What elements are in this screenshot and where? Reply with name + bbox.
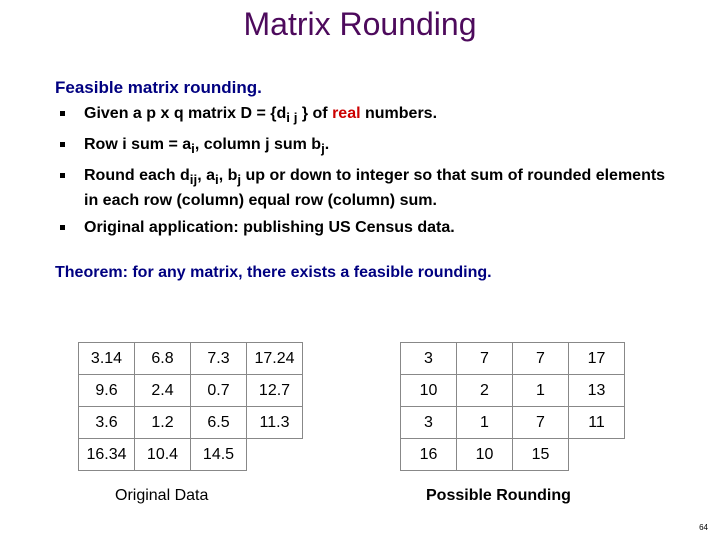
row-sum-cell: 17.24: [247, 343, 303, 375]
row-sum-cell: 17: [569, 343, 625, 375]
rounded-data-table: [400, 342, 625, 471]
column-sum-cell: 16: [401, 439, 457, 471]
column-sum-cell: 14.5: [191, 439, 247, 471]
original-data-table: [78, 342, 303, 471]
empty-cell: [247, 439, 303, 471]
original-data-caption: Original Data: [115, 487, 209, 504]
empty-cell: [569, 439, 625, 471]
page-number: 64: [699, 523, 708, 532]
row-sum-cell: 11: [569, 407, 625, 439]
row-sum-cell: 11.3: [247, 407, 303, 439]
bullet-item: Original application: publishing US Census data.: [60, 218, 680, 238]
bullet-icon: [60, 142, 65, 147]
table-row: [79, 439, 303, 471]
slide-title: Matrix Rounding: [243, 6, 477, 42]
row-sum-cell: 12.7: [247, 375, 303, 407]
bullet-icon: [60, 173, 65, 178]
table-cell: 2.4: [135, 375, 191, 407]
table-row: [79, 407, 303, 439]
bullet-icon: [60, 225, 65, 230]
bullet-list: [60, 104, 680, 245]
table-cell: 7: [513, 407, 569, 439]
table-cell: 1: [513, 375, 569, 407]
table-row: [79, 343, 303, 375]
table-cell: 3.14: [79, 343, 135, 375]
table-cell: 7: [457, 343, 513, 375]
table-cell: 3: [401, 343, 457, 375]
table-row: [79, 375, 303, 407]
subtitle: Feasible matrix rounding.: [55, 78, 262, 97]
bullet-item: Round each $d_{ij}$, $a_i$, $b_j$ up or down to integer so that sum of rounded elements in each row (column) equal row (column) sum.: [60, 166, 680, 210]
table-cell: 6.5: [191, 407, 247, 439]
table-row: [401, 439, 625, 471]
table-row: [401, 407, 625, 439]
bullet-item: Row i sum = $a_i$, column j sum $b_j$.: [60, 135, 680, 159]
table-cell: 3: [401, 407, 457, 439]
table-cell: 6.8: [135, 343, 191, 375]
table-cell: 10: [401, 375, 457, 407]
table-cell: 1.2: [135, 407, 191, 439]
column-sum-cell: 16.34: [79, 439, 135, 471]
theorem-text: Theorem: for any matrix, there exists a feasible rounding.: [55, 264, 492, 281]
table-cell: 1: [457, 407, 513, 439]
bullet-icon: [60, 111, 65, 116]
row-sum-cell: 13: [569, 375, 625, 407]
table-cell: 7: [513, 343, 569, 375]
column-sum-cell: 15: [513, 439, 569, 471]
table-row: [401, 375, 625, 407]
bullet-item: Given a p x q matrix $D = \{d_{i j}$ } of real numbers.: [60, 104, 680, 128]
table-cell: 3.6: [79, 407, 135, 439]
rounding-caption: Possible Rounding: [426, 487, 571, 504]
table-cell: 7.3: [191, 343, 247, 375]
table-cell: 0.7: [191, 375, 247, 407]
table-cell: 9.6: [79, 375, 135, 407]
column-sum-cell: 10.4: [135, 439, 191, 471]
column-sum-cell: 10: [457, 439, 513, 471]
table-cell: 2: [457, 375, 513, 407]
table-row: [401, 343, 625, 375]
